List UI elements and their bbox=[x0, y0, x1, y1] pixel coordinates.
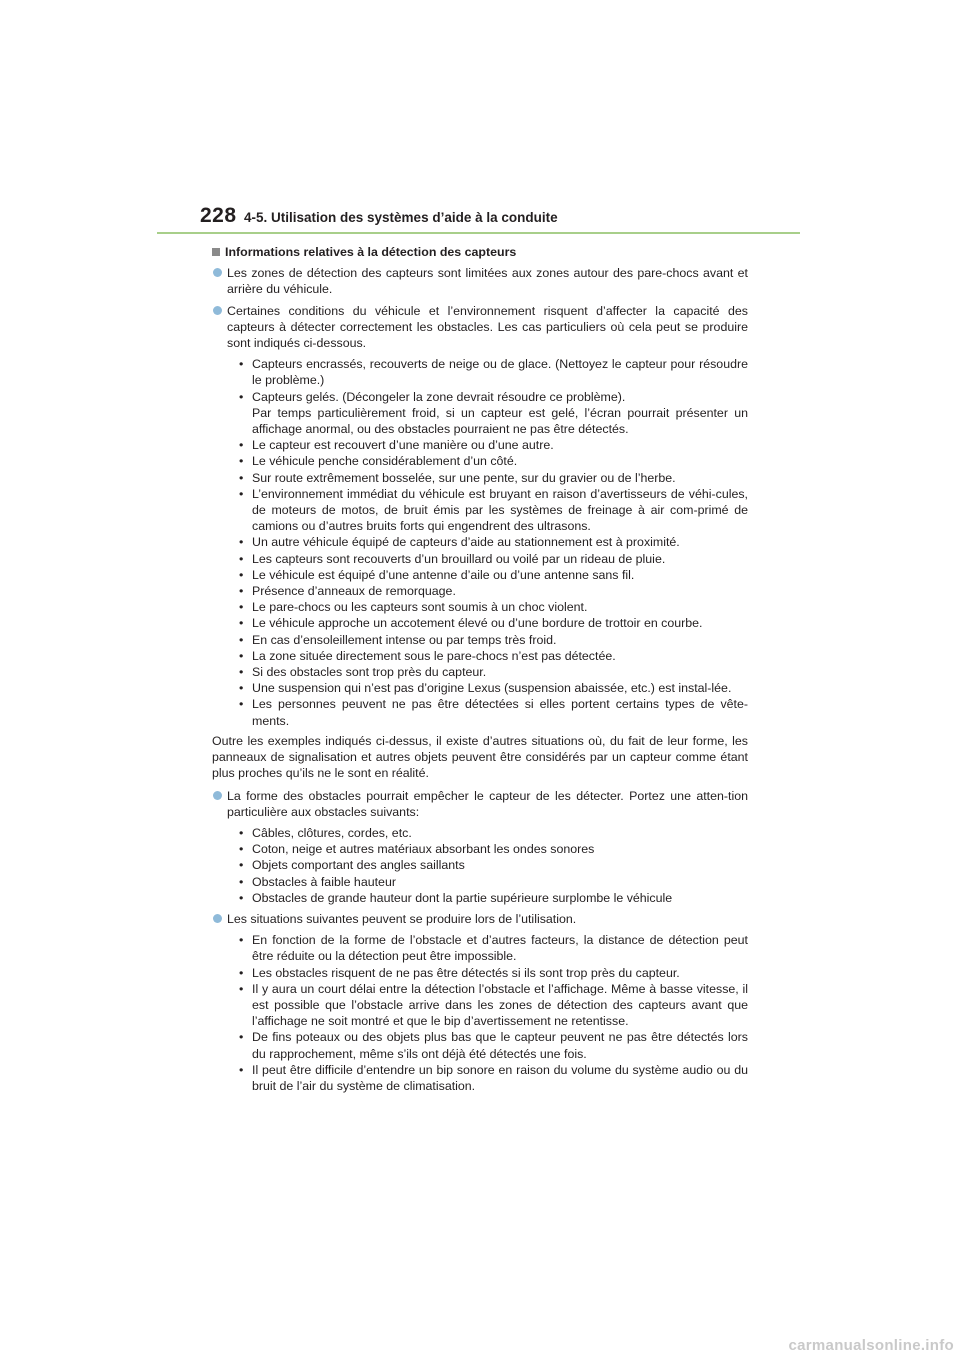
list-marker: • bbox=[239, 600, 244, 615]
circle-bullet-icon bbox=[213, 791, 222, 800]
list-item-note: Par temps particulièrement froid, si un capteur est gelé, l’écran pourrait présenter un affichage anormal, ou des obstacles pourraient ne pas être détectés. bbox=[252, 405, 748, 437]
list-item bbox=[239, 965, 748, 981]
list-marker: • bbox=[239, 1030, 244, 1045]
list-marker: • bbox=[239, 825, 244, 840]
list-marker: • bbox=[239, 438, 244, 453]
list-item bbox=[239, 1029, 748, 1061]
sensor-conditions-list bbox=[212, 356, 748, 729]
list-item-text: Il y aura un court délai entre la détection l’obstacle et l’affichage. Même à basse vitesse, il est possible que l’obstacle arrive dans les zones de détection des capteurs avant que l’affichage ne soit montré et que le bip d’avertissement ne retentisse. bbox=[252, 981, 748, 1029]
list-item-text: La zone située directement sous le pare-chocs n’est pas détectée. bbox=[252, 648, 616, 663]
list-item bbox=[239, 599, 748, 615]
list-item bbox=[239, 664, 748, 680]
list-item bbox=[239, 470, 748, 486]
list-item-text: Coton, neige et autres matériaux absorbant les ondes sonores bbox=[252, 842, 595, 857]
list-item bbox=[239, 1062, 748, 1094]
bullet-text: Les situations suivantes peuvent se produire lors de l’utilisation. bbox=[227, 911, 577, 926]
list-marker: • bbox=[239, 389, 244, 404]
bullet-item bbox=[212, 911, 748, 927]
list-item-text: Le véhicule penche considérablement d’un côté. bbox=[252, 454, 518, 469]
list-marker: • bbox=[239, 890, 244, 905]
list-item-text: Il peut être difficile d’entendre un bip sonore en raison du volume du système audio ou du bruit de l’air du système de climatisation. bbox=[252, 1062, 748, 1093]
list-marker: • bbox=[239, 933, 244, 948]
list-marker: • bbox=[239, 1062, 244, 1077]
section-heading bbox=[212, 244, 748, 260]
list-item bbox=[239, 453, 748, 469]
list-item bbox=[239, 825, 748, 841]
list-item-text: Le véhicule est équipé d’une antenne d’aile ou d’une antenne sans fil. bbox=[252, 567, 635, 582]
list-marker: • bbox=[239, 567, 244, 582]
circle-bullet-icon bbox=[213, 914, 222, 923]
section-heading-text: Informations relatives à la détection des capteurs bbox=[225, 245, 517, 259]
list-item bbox=[239, 874, 748, 890]
list-item-text: Objets comportant des angles saillants bbox=[252, 858, 465, 873]
list-item bbox=[239, 551, 748, 567]
list-item bbox=[239, 981, 748, 1030]
list-item-text: Présence d’anneaux de remorquage. bbox=[252, 584, 456, 599]
list-item-text: Le véhicule approche un accotement élevé ou d’une bordure de trottoir en courbe. bbox=[252, 616, 703, 631]
list-item-text: Le pare-chocs ou les capteurs sont soumis à un choc violent. bbox=[252, 600, 588, 615]
list-item bbox=[239, 680, 748, 696]
bullet-text: Les zones de détection des capteurs sont limitées aux zones autour des pare-chocs avant et arrière du véhicule. bbox=[227, 266, 748, 297]
circle-bullet-icon bbox=[213, 268, 222, 277]
bullet-item bbox=[212, 265, 748, 297]
list-marker: • bbox=[239, 486, 244, 501]
section-title: 4-5. Utilisation des systèmes d’aide à la conduite bbox=[244, 210, 558, 225]
list-marker: • bbox=[239, 665, 244, 680]
list-item-text: En cas d’ensoleillement intense ou par temps très froid. bbox=[252, 632, 557, 647]
list-item bbox=[239, 567, 748, 583]
list-item-text: Les personnes peuvent ne pas être détectées si elles portent certains types de vête-ments. bbox=[252, 697, 748, 728]
bullet-item bbox=[212, 303, 748, 352]
list-item bbox=[239, 696, 748, 728]
list-item bbox=[239, 486, 748, 535]
square-bullet-icon bbox=[212, 248, 220, 256]
list-item bbox=[239, 890, 748, 906]
list-marker: • bbox=[239, 535, 244, 550]
list-item bbox=[239, 632, 748, 648]
list-marker: • bbox=[239, 357, 244, 372]
usage-situations-list bbox=[212, 932, 748, 1094]
obstacle-shapes-list bbox=[212, 825, 748, 906]
list-item-text: Capteurs gelés. (Décongeler la zone devrait résoudre ce problème). bbox=[252, 389, 626, 404]
list-item bbox=[239, 932, 748, 964]
list-item-text: Le capteur est recouvert d’une manière ou d’une autre. bbox=[252, 438, 554, 453]
circle-bullet-icon bbox=[213, 306, 222, 315]
list-item bbox=[239, 857, 748, 873]
list-marker: • bbox=[239, 584, 244, 599]
list-marker: • bbox=[239, 965, 244, 980]
list-marker: • bbox=[239, 874, 244, 889]
list-item bbox=[239, 356, 748, 388]
list-item-text: L’environnement immédiat du véhicule est bruyant en raison d’avertisseurs de véhi-cules, de moteurs de motos, de bruit émis par les systèmes de freinage à air com-primé de camions ou d’autres bruits forts qui engendrent des ultrasons. bbox=[252, 486, 748, 534]
list-item bbox=[239, 389, 748, 438]
list-item bbox=[239, 615, 748, 631]
list-marker: • bbox=[239, 981, 244, 996]
list-item-text: Sur route extrêmement bosselée, sur une pente, sur du gravier ou de l’herbe. bbox=[252, 470, 676, 485]
list-marker: • bbox=[239, 842, 244, 857]
bullet-text: La forme des obstacles pourrait empêcher le capteur de les détecter. Portez une atten-tion particulière aux obstacles suivants: bbox=[227, 788, 748, 819]
list-item bbox=[239, 841, 748, 857]
list-item bbox=[239, 648, 748, 664]
list-item-text: Câbles, clôtures, cordes, etc. bbox=[252, 825, 412, 840]
page-header bbox=[200, 204, 800, 234]
list-marker: • bbox=[239, 648, 244, 663]
list-marker: • bbox=[239, 616, 244, 631]
list-item-text: Obstacles de grande hauteur dont la partie supérieure surplombe le véhicule bbox=[252, 890, 673, 905]
list-item bbox=[239, 437, 748, 453]
list-marker: • bbox=[239, 454, 244, 469]
bullet-item bbox=[212, 788, 748, 820]
list-item bbox=[239, 534, 748, 550]
list-marker: • bbox=[239, 551, 244, 566]
list-item-text: Un autre véhicule équipé de capteurs d’aide au stationnement est à proximité. bbox=[252, 535, 680, 550]
watermark: carmanualsonline.info bbox=[788, 1337, 954, 1354]
header-divider bbox=[157, 232, 800, 234]
list-marker: • bbox=[239, 697, 244, 712]
list-item-text: Obstacles à faible hauteur bbox=[252, 874, 396, 889]
list-item-text: Capteurs encrassés, recouverts de neige ou de glace. (Nettoyez le capteur pour résoudre le problème.) bbox=[252, 357, 748, 388]
list-item-text: En fonction de la forme de l’obstacle et d’autres facteurs, la distance de détection peut être réduite ou la détection peut être impossible. bbox=[252, 933, 748, 964]
paragraph: Outre les exemples indiqués ci-dessus, il existe d’autres situations où, du fait de leur forme, les panneaux de signalisation et autres objets peuvent être considérés par un capteur comme étant plus proches qu’ils ne le sont en réalité. bbox=[212, 733, 748, 781]
list-item-text: Si des obstacles sont trop près du capteur. bbox=[252, 665, 487, 680]
page-content bbox=[212, 244, 748, 1098]
list-item-text: Les capteurs sont recouverts d’un brouillard ou voilé par un rideau de pluie. bbox=[252, 551, 666, 566]
list-marker: • bbox=[239, 632, 244, 647]
list-item-text: Une suspension qui n’est pas d’origine Lexus (suspension abaissée, etc.) est instal-lée. bbox=[252, 681, 732, 696]
list-item bbox=[239, 583, 748, 599]
list-marker: • bbox=[239, 470, 244, 485]
page-number: 228 bbox=[200, 204, 237, 227]
list-item-text: De fins poteaux ou des objets plus bas que le capteur peuvent ne pas être détectés lors du rapprochement, même s’ils ont déjà été détectés une fois. bbox=[252, 1030, 748, 1061]
list-marker: • bbox=[239, 858, 244, 873]
list-item-text: Les obstacles risquent de ne pas être détectés si ils sont trop près du capteur. bbox=[252, 965, 680, 980]
list-marker: • bbox=[239, 681, 244, 696]
bullet-text: Certaines conditions du véhicule et l’environnement risquent d’affecter la capacité des capteurs à détecter correctement les obstacles. Les cas particuliers où cela peut se produire sont indiqués ci-dessous. bbox=[227, 303, 748, 351]
